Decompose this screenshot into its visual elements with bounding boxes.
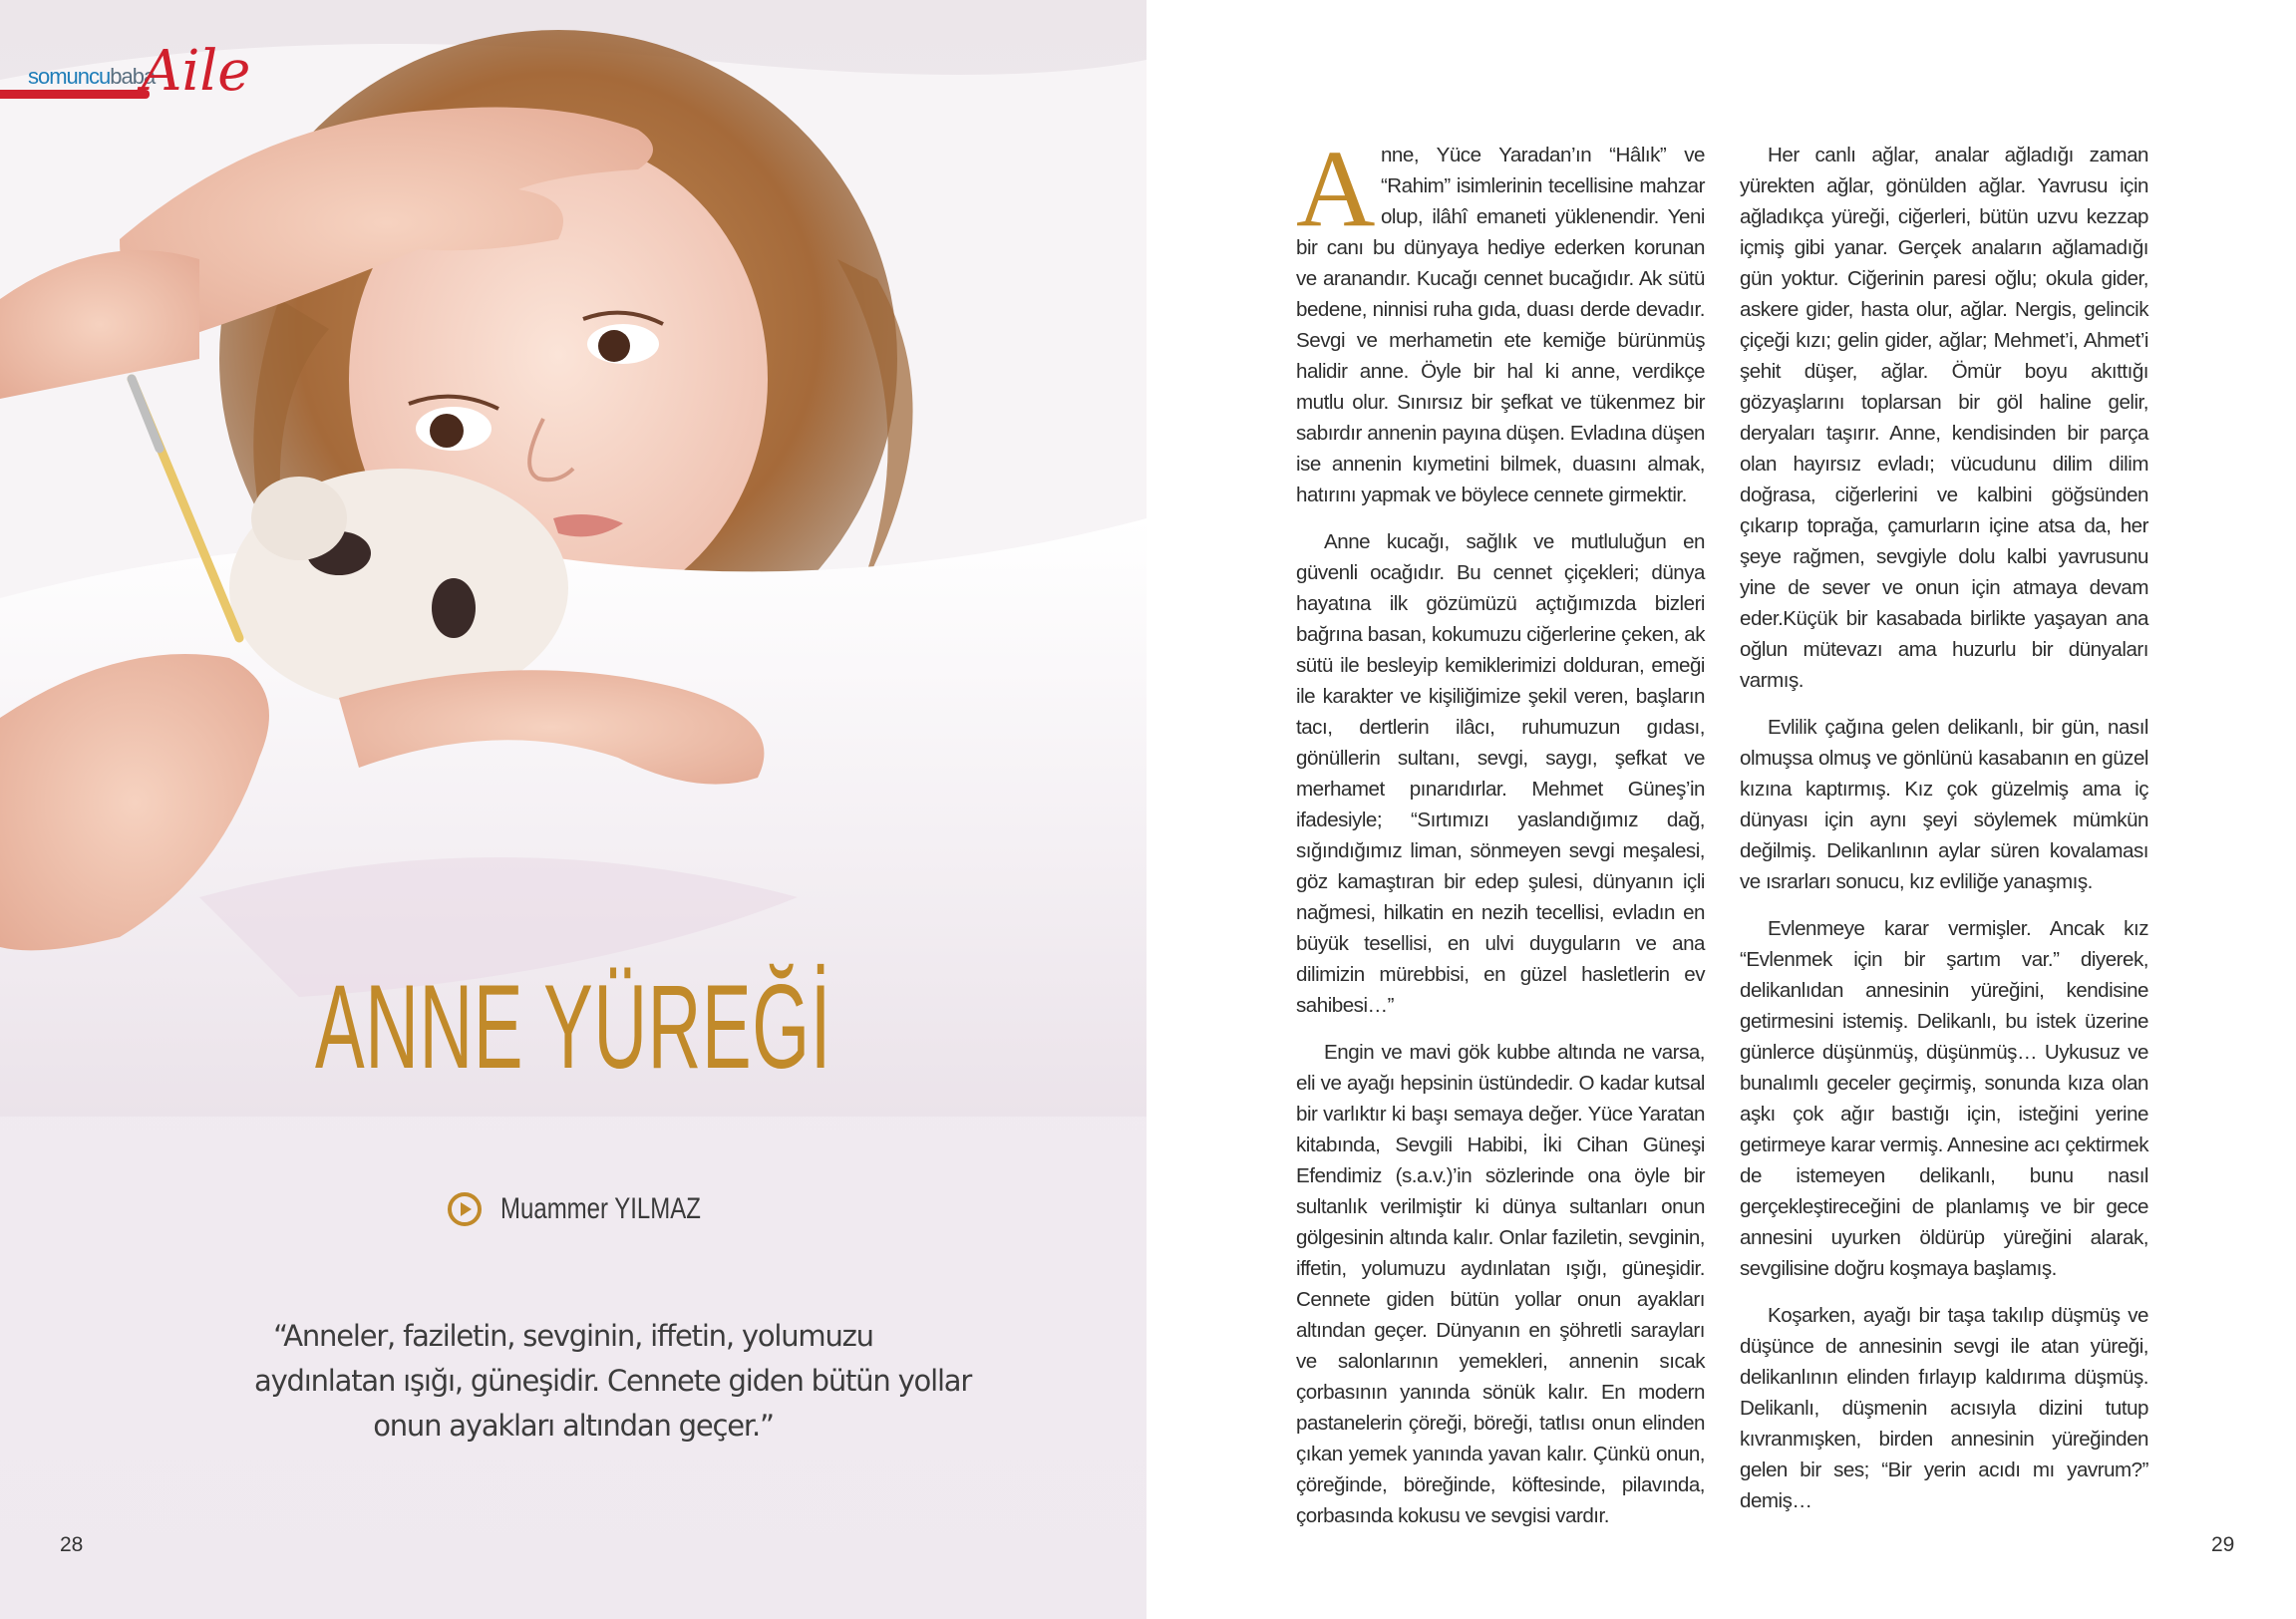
- section-name: Aile: [142, 39, 251, 104]
- text-column-1: [1296, 128, 1705, 1547]
- article-title: ANNE YÜREĞİ: [314, 960, 832, 1094]
- brand-name: [28, 64, 155, 90]
- paragraph: [1296, 128, 1705, 510]
- author-name: Muammer YILMAZ: [500, 1192, 701, 1225]
- brand-red-bar: [0, 90, 150, 99]
- brand-somuncu: somuncu: [28, 64, 111, 89]
- pull-quote-line: onun ayakları altından geçer.”: [373, 1409, 774, 1443]
- author-byline: [447, 1184, 751, 1234]
- pull-quote-line: “Anneler, faziletin, sevginin, iffetin, yolumuzu: [273, 1319, 873, 1353]
- drop-cap: A: [1296, 128, 1375, 249]
- paragraph: Her canlı ağlar, analar ağladığı zaman yürekten ağlar, gönülden ağlar. Yavrusu için ağladıkça yüreği, ciğerleri, bütün uzvu kezzap içmiş gibi yanar. Gerçek anaların ağlamadığı gün yoktur. Ciğerinin paresi oğlu; okula gider, askere gider, hasta olur, ağlar. Nergis, gelincik çiçeği kızı; gelin gider, ağlar; Mehmet’i, Ahmet’i şehit düşer, ağlar. Ömür boyu akıttığı gözyaşlarını toplarsan bir göl haline gelir, deryaları taşırır. Anne, kendisinden bir parça olan hayırsız evladı; vücudunu dilim dilim doğrasa, ciğerlerini ve kalbini göğsünden çıkarıp toprağa, çamurların içine atsa da, her şeye rağmen, sevgiyle dolu kalbi yavrusunu yine de sever ve onun için atmaya devam eder.Küçük bir kasabada birlikte yaşayan ana oğlun mütevazı ama huzurlu bir dünyaları varmış.: [1740, 144, 2148, 692]
- magazine-brand-logo: [0, 39, 251, 110]
- page-number-left: 28: [60, 1533, 84, 1556]
- paragraph: Engin ve mavi gök kubbe altında ne varsa, eli ve ayağı hepsinin üstündedir. O kadar kutsal bir varlıktır ki başı semaya değer. Yüce Yaratan kitabında, Sevgili Habibi, İki Cihan Güneşi Efendimiz (s.a.v.)’in sözlerinde ona öyle bir sultanlık verilmiştir ki dünya sultanları onun gölgesinin altında kalır. Onlar faziletin, sevginin, iffetin, yolumuzu aydınlatan ışığı, güneşidir. Cennete giden bütün yollar onun ayakları altından geçer. Dünyanın en şöhretli sarayları ve salonlarının yemekleri, annenin sıcak çorbasının yanında sönük kalır. En modern pastanelerin çöreği, böreği, tatlısı onun elinden çıkan yemek yanında yavan kalır. Çünkü onun, çöreğinde, böreğinde, köftesinde, pilavında, çorbasında kokusu ve sevgisi vardır.: [1296, 1041, 1705, 1527]
- paragraph: Anne kucağı, sağlık ve mutluluğun en güvenli ocağıdır. Bu cennet çiçekleri; dünya hayatına ilk gözümüzü açtığımızda bizleri bağrına basan, kokumuzu ciğerlerine çeken, ak sütü ile besleyip kemiklerimizi dolduran, emeği ile karakter ve kişiliğimize şekil veren, başların tacı, dertlerin ilâcı, ruhumuzun gıdası, gönüllerin sultanı, sevgi, saygı, şefkat ve merhamet pınarıdırlar. Mehmet Güneş’in ifadesiyle; “Sırtımızı yaslandığımız dağ, sığındığımız liman, sönmeyen sevgi meşalesi, göz kamaştıran bir edep şulesi, dünyanın içli nağmesi, hilkatin en nezih tecellisi, evladın en büyük tesellisi, en ulvi duyguların ve ana dilimizin mürebbisi, en güzel hasletlerin ev sahibesi…”: [1296, 530, 1705, 1017]
- pull-quote: [254, 1314, 972, 1449]
- paragraph-text: nne, Yüce Yaradan’ın “Hâlık” ve “Rahim” isimlerinin tecellisine mahzar olup, ilâhî emaneti yüklenendir. Yeni bir canı bu dünyaya hediye ederken korunan ve aranandır. Kucağı cennet bucağıdır. Ak sütü bedene, ninnisi ruha gıda, duası derde devadır. Sevgi ve merhametin ete kemiğe bürünmüş halidir anne. Öyle bir hal ki anne, verdikçe mutlu olur. Sınırsız bir şefkat ve tükenmez bir sabırdır annenin payına düşen. Evladına düşen ise annenin kıymetini bilmek, duasını almak, hatırını yapmak ve böylece cennete girmektir.: [1296, 144, 1705, 506]
- text-column-2: [1740, 140, 2148, 1532]
- pull-quote-line: aydınlatan ışığı, güneşidir. Cennete giden bütün yollar: [254, 1364, 972, 1398]
- page-number-right: 29: [2211, 1533, 2235, 1556]
- paragraph: Koşarken, ayağı bir taşa takılıp düşmüş ve düşünce de annesinin sevgi ile atan yüreği, delikanlının elinden fırlayıp kaldırıma düşmüş. Delikanlı, düşmenin acısıyla dizini tutup kıvranmışken, birden annesinin yüreğinden gelen bir ses; “Bir yerin acıdı mı yavrum?” demiş…: [1740, 1304, 2148, 1512]
- play-circle-icon: [447, 1191, 483, 1227]
- right-page: [1147, 0, 2296, 1619]
- sick-child-photo-illustration: [0, 0, 1147, 1117]
- hero-photo: [0, 0, 1147, 1117]
- paragraph: Evlenmeye karar vermişler. Ancak kız “Evlenmek için bir şartım var.” diyerek, delikanlıdan annesinin yüreğini, kendisine getirmesini istemiş. Delikanlı, bu istek üzerine günlerce düşünmüş, düşünmüş… Uykusuz ve bunalımlı geceler geçirmiş, sonunda kıza olan aşkı çok ağır bastığı için, isteğini yerine getirmeye karar vermiş. Annesine acı çektirmek de istemeyen delikanlı, bunu nasıl gerçekleştireceğini de planlamış ve bir gece annesini uyurken öldürüp yüreğini alarak, sevgilisine doğru koşmaya başlamış.: [1740, 917, 2148, 1280]
- paragraph: Evlilik çağına gelen delikanlı, bir gün, nasıl olmuşsa olmuş ve gönlünü kasabanın en güzel kızına kaptırmış. Kız çok güzelmiş ama iç dünyası için aynı şeyi söylemek mümkün değilmiş. Delikanlının aylar süren kovalaması ve ısrarları sonucu, kız evliliğe yanaşmış.: [1740, 716, 2148, 893]
- brand-baba: baba: [110, 64, 156, 89]
- left-page: [0, 0, 1147, 1619]
